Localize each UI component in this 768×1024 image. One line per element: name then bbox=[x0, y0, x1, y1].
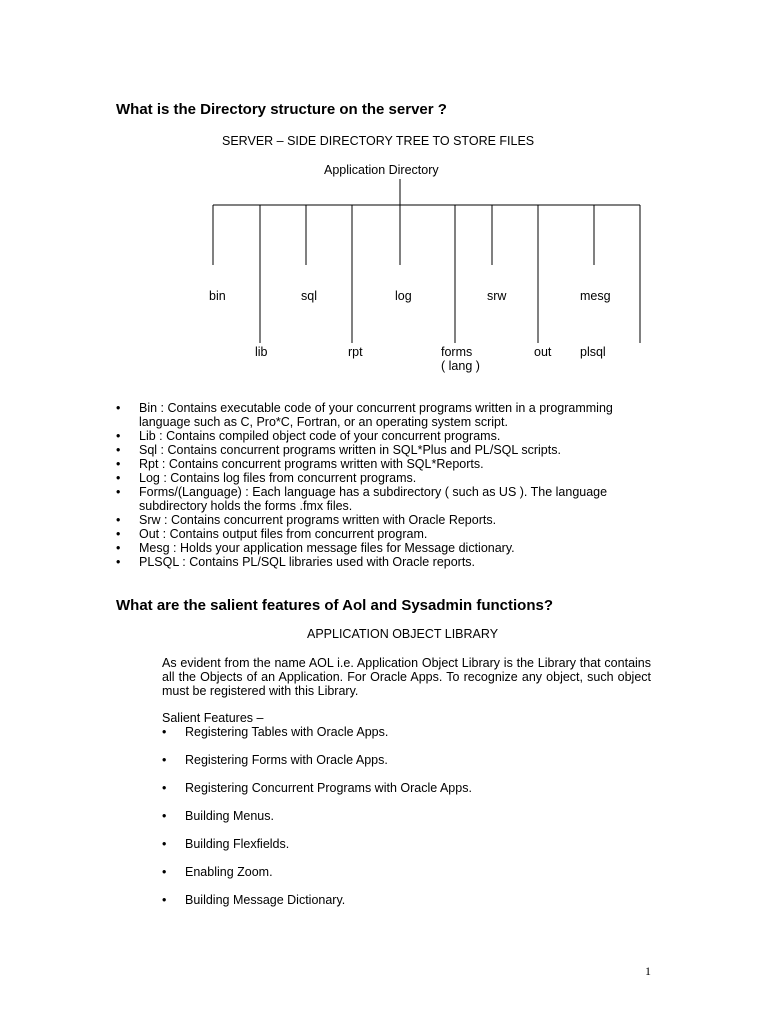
section2-heading: What are the salient features of Aol and Sysadmin functions? bbox=[116, 597, 554, 614]
tree-title: SERVER – SIDE DIRECTORY TREE TO STORE FILES bbox=[222, 134, 535, 148]
list-item: • Building Menus. bbox=[162, 809, 651, 837]
tree-node-forms-lang: ( lang ) bbox=[441, 359, 480, 373]
directory-bullet-list bbox=[116, 401, 636, 569]
tree-lines bbox=[0, 0, 768, 400]
tree-node-lib: lib bbox=[255, 345, 268, 359]
tree-node-forms: forms bbox=[441, 345, 473, 359]
directory-tree-diagram bbox=[0, 0, 768, 400]
features-list bbox=[162, 725, 651, 921]
tree-node-sql: sql bbox=[301, 289, 317, 303]
tree-node-mesg: mesg bbox=[580, 289, 611, 303]
features-label: Salient Features – bbox=[162, 711, 264, 725]
page-number: 1 bbox=[645, 964, 651, 978]
list-item: • Lib : Contains compiled object code of your concurrent programs. bbox=[116, 429, 636, 443]
list-item: • Rpt : Contains concurrent programs written with SQL*Reports. bbox=[116, 457, 636, 471]
list-item: • Building Message Dictionary. bbox=[162, 893, 651, 921]
list-item: • Registering Tables with Oracle Apps. bbox=[162, 725, 651, 753]
list-item: • Forms/(Language) : Each language has a subdirectory ( such as US ). The language subdirectory holds the forms .fmx files. bbox=[116, 485, 636, 513]
list-item: • PLSQL : Contains PL/SQL libraries used with Oracle reports. bbox=[116, 555, 636, 569]
section1-heading: What is the Directory structure on the server ? bbox=[116, 101, 447, 118]
list-item: • Registering Forms with Oracle Apps. bbox=[162, 753, 651, 781]
list-item: • Out : Contains output files from concurrent program. bbox=[116, 527, 636, 541]
tree-root-label: Application Directory bbox=[324, 163, 439, 177]
list-item: • Sql : Contains concurrent programs written in SQL*Plus and PL/SQL scripts. bbox=[116, 443, 636, 457]
tree-node-out: out bbox=[534, 345, 552, 359]
list-item: • Srw : Contains concurrent programs written with Oracle Reports. bbox=[116, 513, 636, 527]
tree-node-srw: srw bbox=[487, 289, 507, 303]
list-item: • Registering Concurrent Programs with Oracle Apps. bbox=[162, 781, 651, 809]
aol-paragraph: As evident from the name AOL i.e. Application Object Library is the Library that contains all the Objects of an Application. For Oracle Apps. To recognize any object, such object must be registered with this Library. bbox=[162, 656, 651, 698]
tree-node-rpt: rpt bbox=[348, 345, 363, 359]
tree-node-bin: bin bbox=[209, 289, 226, 303]
list-item: • Bin : Contains executable code of your concurrent programs written in a programming language such as C, Pro*C, Fortran, or an operating system script. bbox=[116, 401, 636, 429]
section2-subtitle: APPLICATION OBJECT LIBRARY bbox=[307, 627, 499, 641]
list-item: • Mesg : Holds your application message files for Message dictionary. bbox=[116, 541, 636, 555]
tree-node-plsql: plsql bbox=[580, 345, 606, 359]
list-item: • Building Flexfields. bbox=[162, 837, 651, 865]
list-item: • Enabling Zoom. bbox=[162, 865, 651, 893]
tree-node-log: log bbox=[395, 289, 412, 303]
list-item: • Log : Contains log files from concurrent programs. bbox=[116, 471, 636, 485]
